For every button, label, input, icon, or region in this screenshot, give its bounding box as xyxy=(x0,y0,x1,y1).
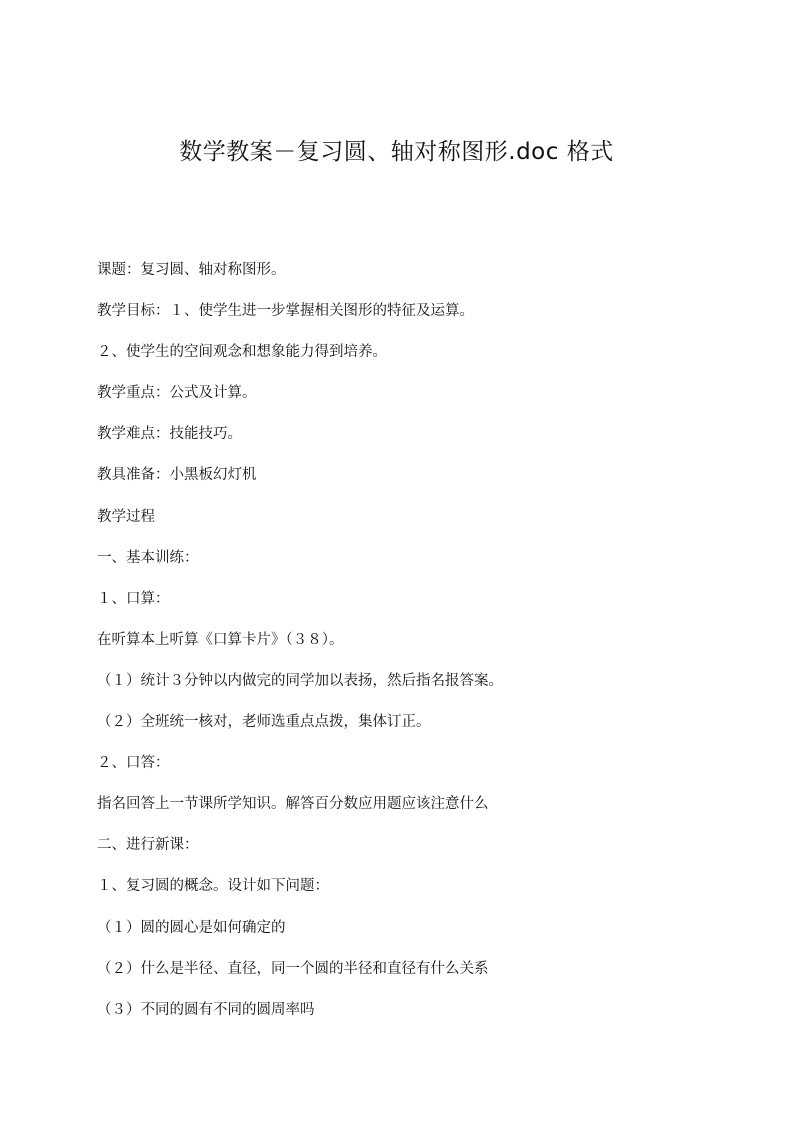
document-title: 数学教案－复习圆、轴对称图形.doc 格式 xyxy=(179,139,614,165)
text-line: １、复习圆的概念。设计如下问题： xyxy=(97,878,329,895)
text-line: ２、使学生的空间观念和想象能力得到培养。 xyxy=(97,344,387,361)
text-line: 二、进行新课： xyxy=(97,837,199,854)
text-line: 教学难点：技能技巧。 xyxy=(97,426,242,443)
text-line: 教学目标：１、使学生进一步掌握相关图形的特征及运算。 xyxy=(97,303,474,320)
text-line: （２）全班统一核对，老师选重点点拨，集体订正。 xyxy=(97,714,431,731)
text-line: 指名回答上一节课所学知识。解答百分数应用题应该注意什么 xyxy=(97,796,489,813)
text-line: 一、基本训练： xyxy=(97,549,199,566)
document-body xyxy=(97,260,737,1041)
text-line: （３）不同的圆有不同的圆周率吗 xyxy=(97,1001,315,1018)
text-line: 课题：复习圆、轴对称图形。 xyxy=(97,262,286,278)
text-line: （２）什么是半径、直径，同一个圆的半径和直径有什么关系 xyxy=(97,960,489,977)
text-line: １、口算： xyxy=(97,590,170,607)
text-line: 教具准备：小黑板幻灯机 xyxy=(97,467,257,484)
text-line: ２、口答： xyxy=(97,755,170,772)
text-line: 教学重点：公式及计算。 xyxy=(97,385,257,402)
text-line: （１）统计３分钟以内做完的同学加以表扬，然后指名报答案。 xyxy=(97,672,503,689)
text-line: 教学过程 xyxy=(97,508,155,525)
text-line: （１）圆的圆心是如何确定的 xyxy=(97,919,286,936)
text-line: 在听算本上听算《口算卡片》（３８）。 xyxy=(97,631,344,648)
